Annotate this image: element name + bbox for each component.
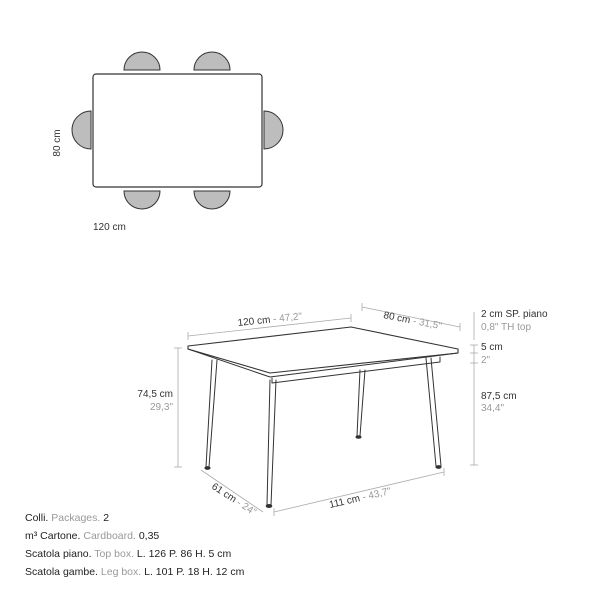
length-label: 120 cm - 47,2" [237, 311, 303, 329]
leg-back-left [357, 370, 365, 436]
depth-label: 80 cm - 31,5" [382, 310, 443, 333]
chair-left [72, 111, 91, 149]
chair-bottom-right [194, 191, 230, 209]
chair-top-right [194, 52, 230, 70]
top-view-width-label: 120 cm [93, 222, 126, 233]
spec-row-cardboard: m³ Cartone. Cardboard. 0,35 [25, 530, 160, 542]
top-thickness-metric: 2 cm SP. piano [481, 309, 548, 320]
top-view-depth-label: 80 cm [52, 129, 63, 157]
package-specs [25, 509, 244, 581]
table-perspective [188, 327, 458, 508]
spec-row-top-box: Scatola piano. Top box. L. 126 P. 86 H. 5 cm [25, 548, 232, 560]
frame-height-metric: 5 cm [481, 342, 503, 353]
leg-front-right [267, 380, 276, 505]
chair-right [264, 111, 283, 149]
top-view [72, 52, 283, 209]
frame-height-imperial: 2" [481, 355, 491, 366]
table-top-outline [93, 74, 262, 187]
leg-length-span-label: 111 cm - 43,7" [328, 485, 393, 511]
spec-row-leg-box: Scatola gambe. Leg box. L. 101 P. 18 H. 12 cm [25, 566, 245, 578]
top-thickness-imperial: 0,8" TH top [481, 322, 532, 333]
table-top [188, 327, 458, 373]
leg-depth-span-label: 61 cm - 24" [209, 481, 258, 519]
leg-front-left [206, 360, 217, 467]
table-height-metric: 74,5 cm [137, 389, 173, 400]
chair-bottom-left [124, 191, 160, 209]
leg-height-metric: 87,5 cm [481, 391, 517, 402]
table-height-imperial: 29,3" [149, 402, 173, 413]
leg-back-right [426, 358, 441, 466]
leg-height-imperial: 34,4" [481, 403, 505, 414]
spec-row-packages: Colli. Packages. 2 [25, 512, 110, 524]
chair-top-left [124, 52, 160, 70]
